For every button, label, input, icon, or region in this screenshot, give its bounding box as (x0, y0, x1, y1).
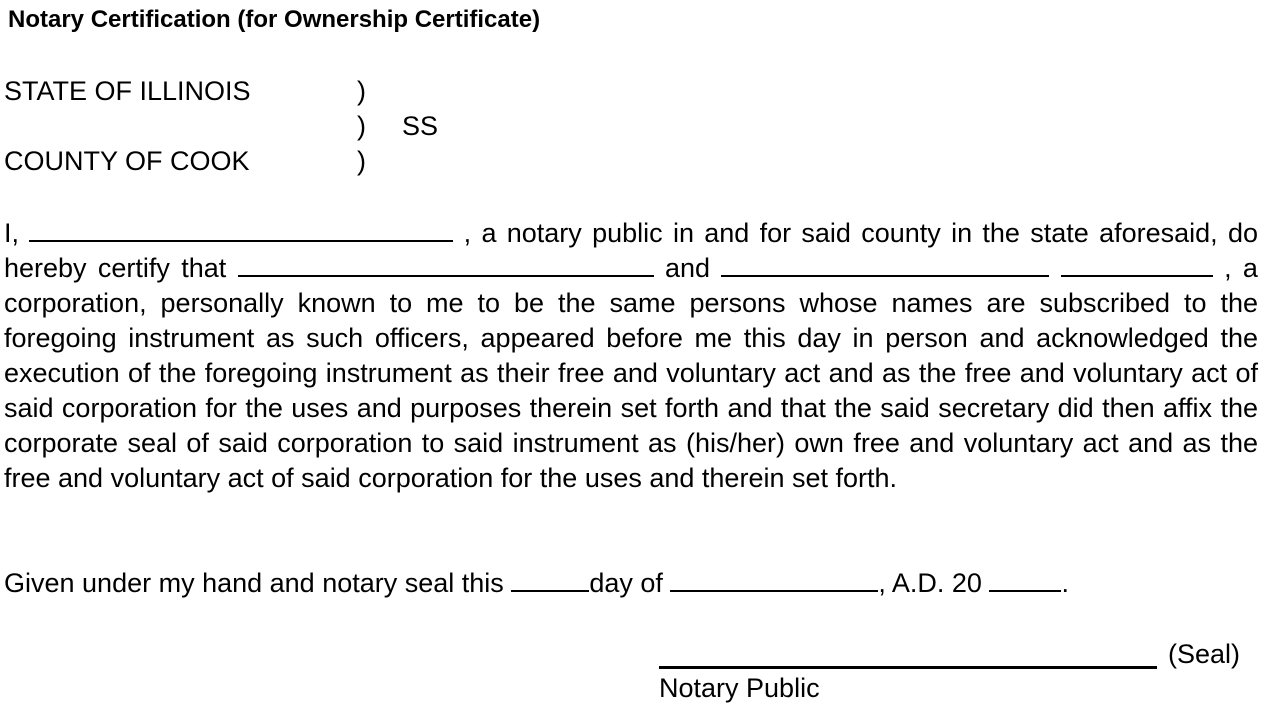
body-main-text: , a corporation, personally known to me to be the same persons whose names are subscribed to the foregoing instrument as such officers, appeared before me this day in person and acknowledged the execution of the foregoing instrument as their free and voluntary act and as the free and voluntary act of said corporation for the uses and purposes therein set forth and that the said secretary did then affix the corporate seal of said corporation to said instrument as (his/her) own free and voluntary act and as the free and voluntary act of said corporation for the uses and therein set forth. (4, 253, 1258, 493)
officer-one-blank[interactable] (238, 251, 654, 277)
body-intro: I, (4, 218, 20, 248)
venue-paren: ) (357, 111, 366, 141)
officer-two-blank[interactable] (721, 251, 1049, 277)
seal-label: (Seal) (1168, 639, 1241, 669)
certification-paragraph (4, 216, 1258, 496)
day-of-text: day of (589, 568, 663, 598)
notary-name-blank[interactable] (29, 216, 453, 242)
venue-paren: ) (357, 146, 366, 176)
document-title: Notary Certification (for Ownership Certificate) (8, 6, 541, 33)
year-blank[interactable] (989, 566, 1061, 592)
day-blank[interactable] (511, 566, 589, 592)
venue-paren: ) (357, 76, 366, 106)
month-blank[interactable] (670, 566, 878, 592)
body-and: and (664, 253, 711, 283)
given-end: . (1061, 568, 1069, 598)
notary-public-label: Notary Public (659, 673, 820, 703)
venue-county: COUNTY OF COOK (4, 146, 250, 176)
corporation-name-blank[interactable] (1061, 251, 1213, 277)
given-text: Given under my hand and notary seal this (4, 568, 504, 598)
signature-line[interactable] (659, 666, 1157, 669)
venue-ss: SS (402, 111, 439, 141)
ad-text: , A.D. 20 (878, 568, 982, 598)
given-under-line (4, 566, 1069, 601)
venue-state: STATE OF ILLINOIS (4, 76, 251, 106)
body-notary-clause: , a notary public in and for said county in the state aforesaid, do hereby certify that (4, 218, 1258, 283)
